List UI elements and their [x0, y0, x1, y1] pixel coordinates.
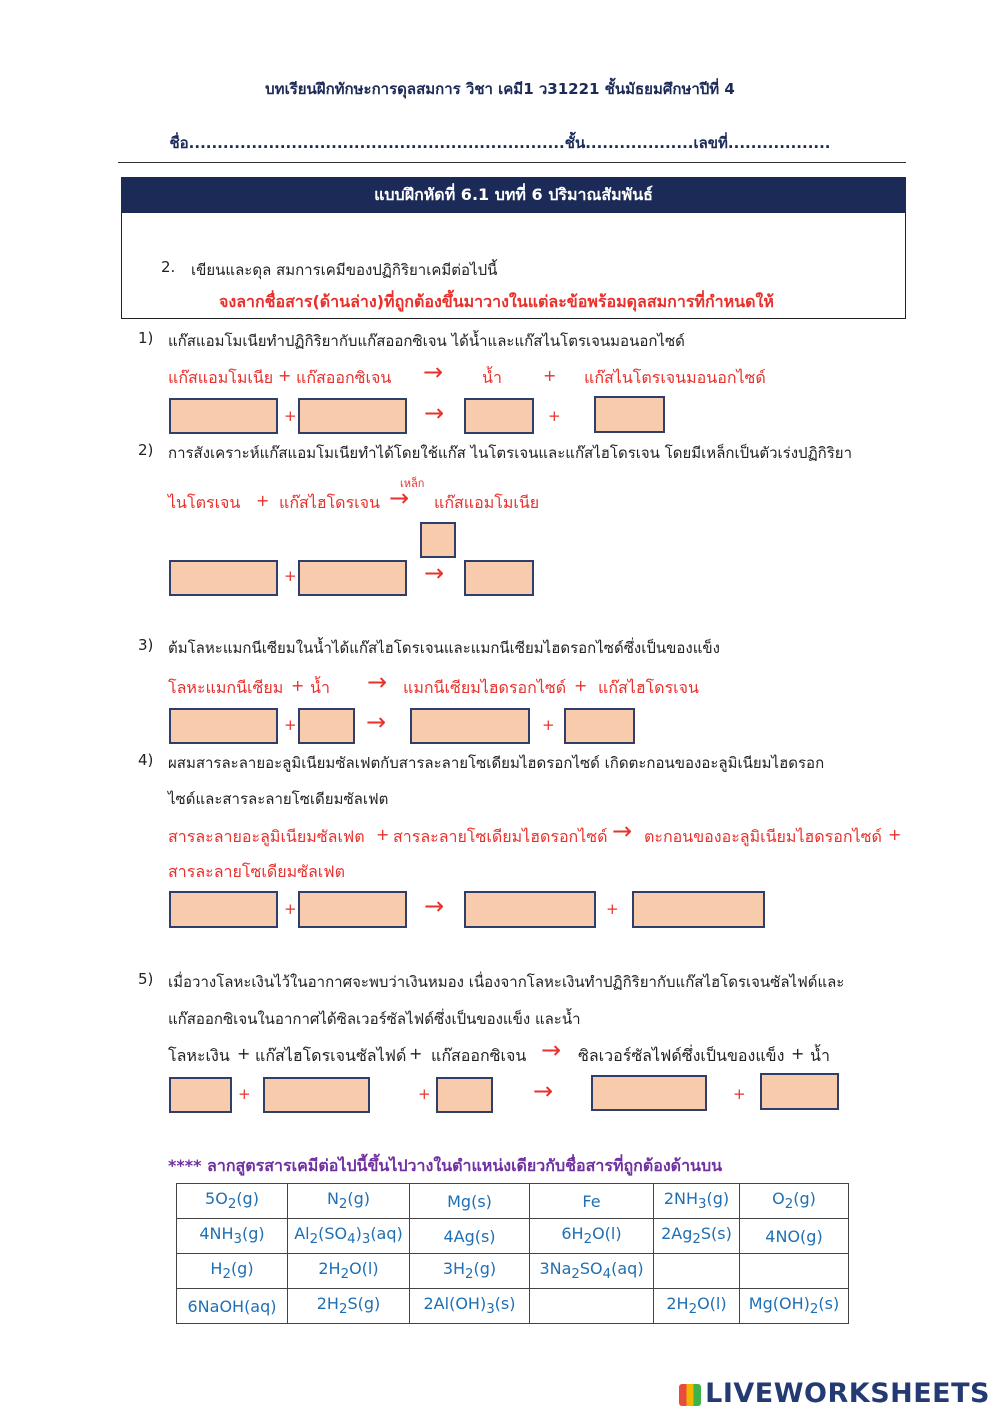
q3-plus2: + — [574, 676, 588, 695]
q3-drop-box-2[interactable] — [298, 708, 355, 744]
formula-tile[interactable]: $6H_2O(l)$ — [530, 1219, 654, 1254]
formula-tile[interactable]: $2H_2S(g)$ — [288, 1289, 410, 1324]
liveworksheets-logo-icon — [679, 1384, 701, 1406]
q5-text-line2: แก๊สออกซิเจนในอากาศได้ซิลเวอร์ซัลไฟด์ซึ่งเป็นของแข็ง และน้ำ — [168, 1010, 581, 1028]
q4-drop-box-4[interactable] — [632, 891, 765, 928]
q2-drop-box-3[interactable] — [464, 560, 534, 596]
q3-drop-box-3[interactable] — [410, 708, 530, 744]
q5-reactant1: โลหะเงิน — [168, 1046, 230, 1065]
formula-row — [177, 1254, 849, 1289]
q3-reactant2: น้ำ — [310, 678, 330, 697]
q5-number: 5) — [138, 970, 154, 988]
formula-table — [176, 1183, 849, 1324]
q2-number: 2) — [138, 441, 154, 459]
q2-product1: แก๊สแอมโมเนีย — [434, 493, 540, 512]
q4-reactant1: สารละลายอะลูมิเนียมซัลเฟต — [168, 827, 365, 846]
q5-product1: ซิลเวอร์ซัลไฟด์ซึ่งเป็นของแข็ง — [578, 1046, 785, 1065]
q3-box-plus2: + — [542, 716, 555, 734]
q5-box-plus2: + — [418, 1085, 431, 1103]
formula-tile[interactable]: $4NH_3(g)$ — [177, 1219, 288, 1254]
q2-text: การสังเคราะห์แก๊สแอมโมเนียทำได้โดยใช้แก๊ส ไนโตรเจนและแก๊สไฮโดรเจน โดยมีเหล็กเป็นตัวเร่งปฏิกิริยา — [168, 444, 852, 462]
drag-instruction: **** ลากสูตรสารเคมีต่อไปนี้ขึ้นไปวางในตำแหน่งเดียวกับชื่อสารที่ถูกต้องด้านบน — [168, 1156, 723, 1175]
formula-tile[interactable]: $H_2(g)$ — [177, 1254, 288, 1289]
q4-arrow-icon: → — [612, 817, 633, 845]
q5-text-line1: เมื่อวางโลหะเงินไว้ในอากาศจะพบว่าเงินหมอง เนื่องจากโลหะเงินทำปฏิกิริยากับแก๊สไฮโดรเจนซัลไฟด์และ — [168, 973, 845, 991]
exercise-banner: แบบฝึกหัดที่ 6.1 บทที่ 6 ปริมาณสัมพันธ์ — [121, 177, 906, 213]
q2-arrow-icon: → — [389, 484, 410, 512]
q2-drop-box-1[interactable] — [169, 560, 278, 596]
q3-arrow-icon: → — [367, 668, 388, 696]
q2-reactant2: แก๊สไฮโดรเจน — [279, 493, 380, 512]
formula-tile[interactable]: $5O_2(g)$ — [177, 1184, 288, 1219]
q5-drop-box-5[interactable] — [760, 1073, 839, 1110]
q2-plus: + — [256, 491, 270, 510]
q4-plus: + — [376, 825, 390, 844]
q5-box-plus: + — [238, 1085, 251, 1103]
q4-product2: สารละลายโซเดียมซัลเฟต — [168, 862, 345, 881]
formula-row — [177, 1219, 849, 1254]
formula-tile[interactable]: 4NO(g) — [740, 1219, 849, 1254]
formula-row — [177, 1289, 849, 1324]
q5-arrow-icon: → — [541, 1036, 562, 1064]
q1-plus2: + — [543, 366, 557, 385]
liveworksheets-logo-text: LIVEWORKSHEETS — [705, 1378, 990, 1409]
formula-tile[interactable]: $3Na_2SO_4(aq)$ — [530, 1254, 654, 1289]
q2-box-plus: + — [284, 567, 297, 585]
formula-tile[interactable]: $3H_2(g)$ — [410, 1254, 530, 1289]
formula-tile[interactable]: $Mg(OH)_2(s)$ — [740, 1289, 849, 1324]
q4-drop-box-3[interactable] — [464, 891, 596, 928]
formula-tile[interactable]: $Al_2(SO_4)_3(aq)$ — [288, 1219, 410, 1254]
instruction-number: 2. — [161, 258, 176, 276]
formula-empty-cell — [740, 1254, 849, 1289]
q5-drop-box-2[interactable] — [263, 1077, 370, 1113]
liveworksheets-logo — [679, 1378, 990, 1409]
q5-reactant2: แก๊สไฮโดรเจนซัลไฟด์ — [255, 1046, 407, 1065]
q1-box-plus2: + — [548, 407, 561, 425]
q5-plus3: + — [791, 1044, 805, 1063]
q2-catalyst: เหล็ก — [400, 477, 425, 490]
q1-reactant1: แก๊สแอมโมเนีย — [168, 368, 274, 387]
q2-catalyst-drop-box[interactable] — [420, 522, 456, 558]
q5-box-plus3: + — [733, 1085, 746, 1103]
q5-plus2: + — [409, 1044, 423, 1063]
q4-drop-box-1[interactable] — [169, 891, 278, 928]
worksheet-title: บทเรียนฝึกทักษะการดุลสมการ วิชา เคมี1 ว31221 ชั้นมัธยมศึกษาปีที่ 4 — [265, 80, 735, 98]
q1-drop-box-1[interactable] — [169, 398, 278, 434]
q1-drop-box-2[interactable] — [298, 398, 407, 434]
q2-reactant1: ไนโตรเจน — [168, 493, 241, 512]
q3-reactant1: โลหะแมกนีเซียม — [168, 678, 284, 697]
q1-text: แก๊สแอมโมเนียทำปฏิกิริยากับแก๊สออกซิเจน ได้น้ำและแก๊สไนโตรเจนมอนอกไซด์ — [168, 332, 685, 350]
q3-text: ต้มโลหะแมกนีเซียมในน้ำได้แก๊สไฮโดรเจนและแมกนีเซียมไฮดรอกไซด์ซึ่งเป็นของแข็ง — [168, 639, 720, 657]
q5-drop-box-1[interactable] — [169, 1077, 232, 1113]
q2-box-arrow-icon: → — [424, 559, 445, 587]
q1-product2: แก๊สไนโตรเจนมอนอกไซด์ — [584, 368, 766, 387]
formula-tile[interactable]: Fe — [530, 1184, 654, 1219]
formula-row — [177, 1184, 849, 1219]
header-divider — [118, 162, 906, 163]
q1-box-plus: + — [284, 407, 297, 425]
q5-reactant3: แก๊สออกซิเจน — [431, 1046, 527, 1065]
formula-tile[interactable]: $2NH_3(g)$ — [654, 1184, 740, 1219]
q5-drop-box-4[interactable] — [591, 1075, 707, 1111]
q3-drop-box-1[interactable] — [169, 708, 278, 744]
formula-tile[interactable]: $2H_2O(l)$ — [288, 1254, 410, 1289]
q4-product1: ตะกอนของอะลูมิเนียมไฮดรอกไซด์ — [644, 827, 882, 846]
formula-tile[interactable]: Mg(s) — [410, 1184, 530, 1219]
formula-tile[interactable]: $2H_2O(l)$ — [654, 1289, 740, 1324]
q1-drop-box-4[interactable] — [594, 396, 665, 433]
formula-tile[interactable]: $N_2(g)$ — [288, 1184, 410, 1219]
q4-plus2: + — [888, 825, 902, 844]
q2-drop-box-2[interactable] — [298, 560, 407, 596]
q5-drop-box-3[interactable] — [436, 1077, 493, 1113]
q1-drop-box-3[interactable] — [464, 398, 534, 434]
q3-drop-box-4[interactable] — [564, 708, 635, 744]
formula-tile[interactable]: $2Al(OH)_3(s)$ — [410, 1289, 530, 1324]
q3-product1: แมกนีเซียมไฮดรอกไซด์ — [403, 678, 567, 697]
formula-empty-cell — [654, 1254, 740, 1289]
formula-tile[interactable]: $O_2(g)$ — [740, 1184, 849, 1219]
q1-reactant2: แก๊สออกซิเจน — [296, 368, 392, 387]
q1-arrow-icon: → — [423, 358, 444, 386]
q4-box-plus: + — [284, 900, 297, 918]
q4-box-plus2: + — [606, 900, 619, 918]
q3-product2: แก๊สไฮโดรเจน — [598, 678, 699, 697]
q4-number: 4) — [138, 751, 154, 769]
q3-plus: + — [291, 676, 305, 695]
q4-text-line2: ไซด์และสารละลายโซเดียมซัลเฟต — [168, 790, 389, 808]
student-info-line: ชื่อ..................................................................ชั้น...................เลขที่.................. — [169, 134, 831, 152]
q3-box-arrow-icon: → — [366, 708, 387, 736]
q3-number: 3) — [138, 636, 154, 654]
q1-product1: น้ำ — [482, 368, 502, 387]
q1-plus: + — [278, 366, 292, 385]
formula-empty-cell — [530, 1289, 654, 1324]
q5-box-arrow-icon: → — [533, 1077, 554, 1105]
q3-box-plus: + — [284, 716, 297, 734]
q4-drop-box-2[interactable] — [298, 891, 407, 928]
q4-text-line1: ผสมสารละลายอะลูมิเนียมซัลเฟตกับสารละลายโซเดียมไฮดรอกไซด์ เกิดตะกอนของอะลูมิเนียมไฮดรอก — [168, 754, 825, 772]
instruction-note: จงลากชื่อสาร(ด้านล่าง)ที่ถูกต้องขึ้นมาวางในแต่ละข้อพร้อมดุลสมการที่กำหนดให้ — [219, 292, 774, 311]
formula-tile[interactable]: 6NaOH(aq) — [177, 1289, 288, 1324]
formula-tile[interactable]: 4Ag(s) — [410, 1219, 530, 1254]
q5-plus: + — [237, 1044, 251, 1063]
instruction-text: เขียนและดุล สมการเคมีของปฏิกิริยาเคมีต่อไปนี้ — [191, 261, 498, 279]
formula-tile[interactable]: $2Ag_2S(s)$ — [654, 1219, 740, 1254]
q4-reactant2: สารละลายโซเดียมไฮดรอกไซด์ — [393, 827, 608, 846]
q4-box-arrow-icon: → — [424, 892, 445, 920]
q1-box-arrow-icon: → — [424, 399, 445, 427]
q1-number: 1) — [138, 329, 154, 347]
q5-product2: น้ำ — [810, 1046, 830, 1065]
